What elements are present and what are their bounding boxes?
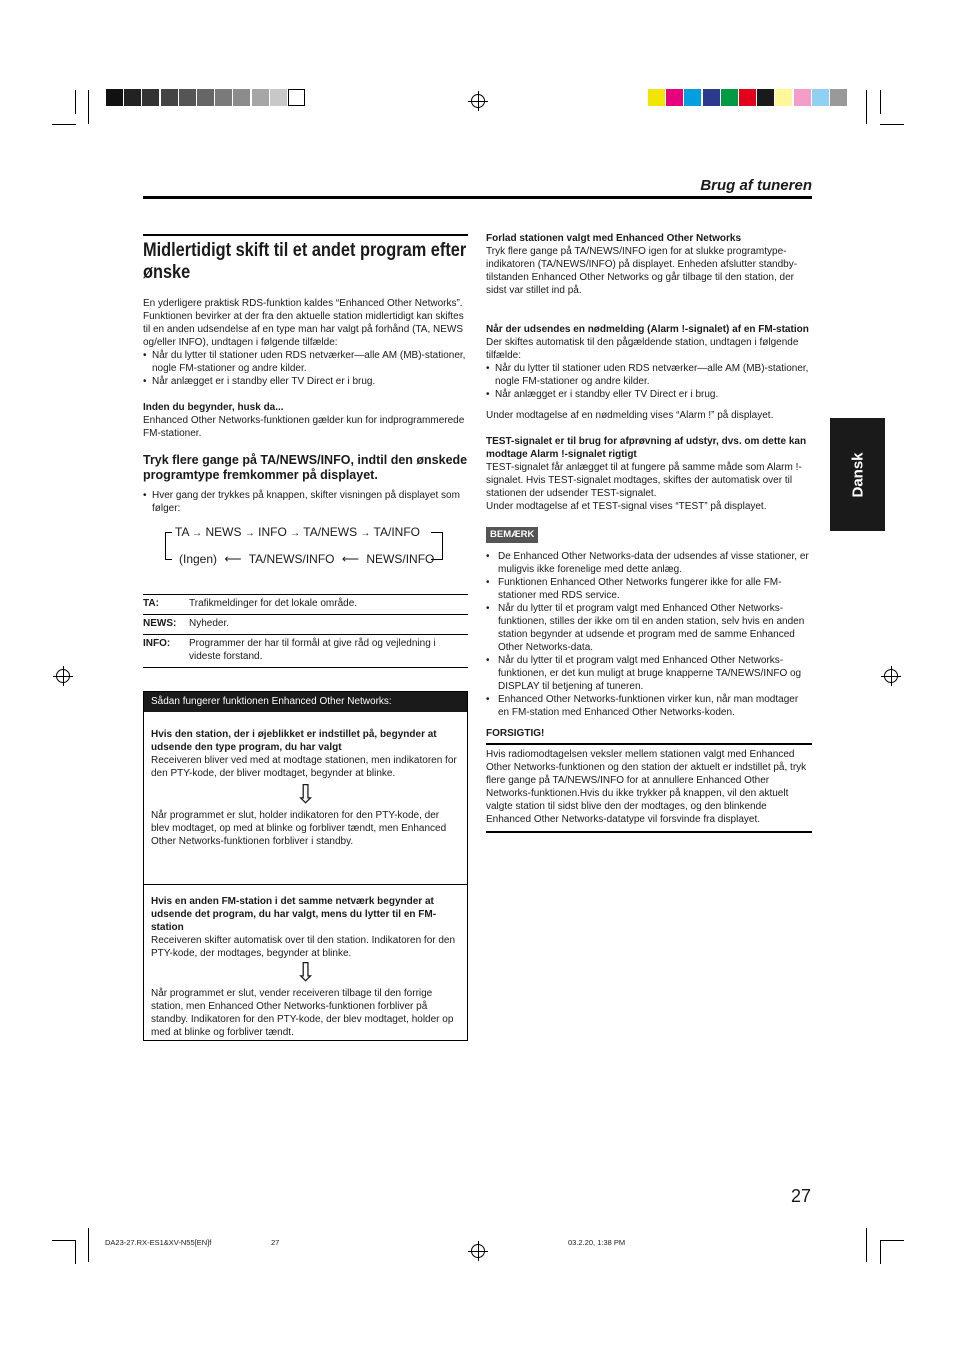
body-text: Under modtagelse af en nødmelding vises “Alarm !” på displayet. xyxy=(486,410,774,421)
arrow-right-icon: → xyxy=(360,528,371,539)
registration-mark-icon xyxy=(471,1244,485,1258)
box-section-text: Når programmet er slut, holder indikatoren for den PTY-kode, der blev modtaget, op med at blinke og forbliver tændt, men Enhanced Other Networks-funktionen forbliver i standby. xyxy=(151,810,447,847)
body-text: TEST-signalet får anlægget til at fungere på samme måde som Alarm !-signalet. Hvis TEST-signalet modtages, skiftes der automatisk over til stationen der udsender TEST-signalet. xyxy=(486,462,802,499)
table-row xyxy=(143,595,468,615)
arrow-left-icon: ⟵ xyxy=(341,552,360,566)
title-rule xyxy=(143,234,468,236)
color-swatch xyxy=(197,89,214,106)
intro-bullet: • Når anlægget er i standby eller TV Direct er i brug. xyxy=(143,375,468,388)
body-text: Tryk flere gange på TA/NEWS/INFO igen for at slukke programtype-indikatoren (TA/NEWS/INFO) på displayet. Enheden afslutter standby-tilstanden Enhanced Other Networks og går tilbage til den station, der sidst var stillet ind på. xyxy=(486,246,798,296)
color-swatch xyxy=(648,89,665,106)
arrow-right-icon: → xyxy=(244,528,255,539)
right-column xyxy=(486,232,812,833)
color-swatch xyxy=(739,89,756,106)
note-bullet: • De Enhanced Other Networks-data der udsendes af visse stationer, er muligvis ikke forenelige med dette anlæg. xyxy=(486,550,812,576)
step-heading: Tryk flere gange på TA/NEWS/INFO, indtil den ønskede programtype fremkommer på displayet. xyxy=(143,453,468,482)
color-swatch xyxy=(179,89,196,106)
color-swatch xyxy=(721,89,738,106)
arrow-right-icon: → xyxy=(290,528,301,539)
language-tab-label: Dansk xyxy=(849,451,866,498)
definition-desc: Nyheder. xyxy=(189,615,468,635)
box-section xyxy=(144,885,467,1039)
color-swatch xyxy=(124,89,141,106)
registration-mark-icon xyxy=(471,94,485,108)
cycle-step: NEWS xyxy=(205,525,242,539)
definition-desc: Trafikmeldinger for det lokale område. xyxy=(189,595,468,615)
color-swatch xyxy=(757,89,774,106)
caution-text: Hvis radiomodtagelsen veksler mellem stationen valgt med Enhanced Other Networks-funktionen og den station der aktuelt er indstillet på, tryk flere gange på TA/NEWS/INFO for at annullere Enhanced Other Networks-funktionen.Hvis du ikke trykker på knappen, vil den aktuelt valgte station til sidst blive den der modtages, og den blinkende Enhanced Other Networks-datatype vil forsvinde fra displayet. xyxy=(486,748,812,833)
down-arrow-icon: ⇩ xyxy=(294,780,317,810)
definition-term: INFO: xyxy=(143,635,189,668)
step-bullet: • Hver gang der trykkes på knappen, skifter visningen på displayet som følger: xyxy=(143,489,468,515)
note-bullet: • Når du lytter til et program valgt med Enhanced Other Networks-funktionen, stilles der ikke om til en anden station, selv hvis en anden station begynder at udsende et program med de samme Enhanced Other Networks-data. xyxy=(486,602,812,654)
cycle-step: TA/NEWS xyxy=(303,525,358,539)
cycle-step: (Ingen) xyxy=(179,552,218,566)
how-it-works-box xyxy=(143,691,468,1041)
cycle-bracket-left xyxy=(165,532,172,560)
subheading: Når der udsendes en nødmelding (Alarm !-signalet) af en FM-station xyxy=(486,324,809,335)
box-section xyxy=(144,712,467,885)
box-section-text: Når programmet er slut, vender receiveren tilbage til den forrige station, men Enhanced Other Networks-funktionen forbliver på standby. Indikatoren for den PTY-kode, der blev modtaget, holder op med at blinke og forbliver tændt. xyxy=(151,988,454,1038)
color-swatch xyxy=(666,89,683,106)
intro-paragraph: En yderligere praktisk RDS-funktion kaldes “Enhanced Other Networks”. xyxy=(143,298,463,309)
definition-term: TA: xyxy=(143,595,189,615)
header-rule xyxy=(143,196,812,199)
display-cycle-diagram xyxy=(143,524,468,572)
bullet-item: • Når anlægget er i standby eller TV Direct er i brug. xyxy=(486,388,812,401)
body-text: Under modtagelse af et TEST-signal vises “TEST” på displayet. xyxy=(486,501,767,512)
color-swatch xyxy=(830,89,847,106)
caution-block xyxy=(486,727,812,833)
language-tab xyxy=(830,418,885,531)
color-swatch xyxy=(794,89,811,106)
caution-label: FORSIGTIG! xyxy=(486,727,812,745)
footer-date: 03.2.20, 1:38 PM xyxy=(568,1238,626,1247)
color-swatch xyxy=(215,89,232,106)
cycle-step: INFO xyxy=(258,525,287,539)
registration-mark-icon xyxy=(56,669,70,683)
footer-page: 27 xyxy=(271,1238,280,1247)
cycle-step: TA xyxy=(175,525,189,539)
color-swatch xyxy=(684,89,701,106)
cycle-step: NEWS/INFO xyxy=(366,552,435,566)
definition-term: NEWS: xyxy=(143,615,189,635)
crop-mark xyxy=(88,1228,89,1262)
table-row xyxy=(143,635,468,668)
before-text: Enhanced Other Networks-funktionen gælder kun for indprogrammerede FM-stationer. xyxy=(143,415,465,439)
subheading: TEST-signalet er til brug for afprøvning af udstyr, dvs. om dette kan modtage Alarm !-signalet rigtigt xyxy=(486,436,807,460)
page-title: Midlertidigt skift til et andet program efter ønske xyxy=(143,240,467,283)
note-bullet: • Enhanced Other Networks-funktionen virker kun, når man modtager en FM-station med Enhanced Other Networks-koden. xyxy=(486,693,812,719)
crop-mark xyxy=(52,124,76,125)
box-section-text: Receiveren bliver ved med at modtage stationen, men indikatoren for den PTY-kode, der bliver modtaget, begynder at blinke. xyxy=(151,755,457,779)
color-swatch xyxy=(288,89,305,106)
crop-mark xyxy=(866,1228,867,1262)
table-row xyxy=(143,615,468,635)
intro-bullet: • Når du lytter til stationer uden RDS netværker—alle AM (MB)-stationer, nogle FM-stationer og andre kilder. xyxy=(143,349,468,375)
cycle-step: TA/INFO xyxy=(373,525,420,539)
crop-mark xyxy=(880,1240,904,1241)
definition-desc: Programmer der har til formål at give råd og vejledning i videste forstand. xyxy=(189,635,468,668)
color-swatch xyxy=(233,89,250,106)
note-bullet: • Når du lytter til et program valgt med Enhanced Other Networks-funktionen, er det kun muligt at bruge knapperne TA/NEWS/INFO og DISPLAY til betjening af tuneren. xyxy=(486,654,812,693)
bullet-item: • Når du lytter til stationer uden RDS netværker—alle AM (MB)-stationer, nogle FM-stationer og andre kilder. xyxy=(486,362,812,388)
cycle-row-top xyxy=(175,525,420,539)
crop-mark xyxy=(880,90,881,114)
color-swatch xyxy=(703,89,720,106)
arrow-right-icon: → xyxy=(192,528,203,539)
crop-mark xyxy=(52,1240,76,1241)
crop-mark xyxy=(880,124,904,125)
note-label: BEMÆRK xyxy=(486,527,538,543)
color-swatch xyxy=(106,89,123,106)
definitions-table xyxy=(143,594,468,668)
crop-mark xyxy=(75,1240,76,1264)
crop-mark xyxy=(880,1240,881,1264)
crop-mark xyxy=(88,90,89,124)
registration-mark-icon xyxy=(884,669,898,683)
color-swatch xyxy=(812,89,829,106)
before-heading: Inden du begynder, husk da... xyxy=(143,402,284,413)
color-swatch xyxy=(775,89,792,106)
left-column xyxy=(143,234,468,668)
color-swatch xyxy=(142,89,159,106)
crop-mark xyxy=(866,90,867,124)
color-swatch xyxy=(161,89,178,106)
footer-file: DA23-27.RX-ES1&XV-N55[EN]f xyxy=(105,1238,212,1247)
section-title: Brug af tuneren xyxy=(700,177,812,194)
subheading: Forlad stationen valgt med Enhanced Other Networks xyxy=(486,233,742,244)
crop-mark xyxy=(75,90,76,114)
cycle-step: TA/NEWS/INFO xyxy=(248,552,335,566)
color-swatch xyxy=(270,89,287,106)
body-text: Der skiftes automatisk til den pågældende station, undtagen i følgende tilfælde: xyxy=(486,337,799,361)
down-arrow-icon: ⇩ xyxy=(294,958,317,988)
cycle-row-bottom xyxy=(179,552,434,566)
arrow-left-icon: ⟵ xyxy=(224,552,242,566)
intro-paragraph: Funktionen bevirker at der fra den aktuelle station midlertidigt kan skiftes til en anden udsendelse af en type man har valgt på forhånd (TA, NEWS og/eller INFO), undtagen i følgende tilfælde: xyxy=(143,311,464,348)
color-swatch xyxy=(252,89,269,106)
note-bullet: • Funktionen Enhanced Other Networks fungerer ikke for alle FM-stationer med RDS service. xyxy=(486,576,812,602)
box-header: Sådan fungerer funktionen Enhanced Other Networks: xyxy=(144,692,467,712)
box-section-heading: Hvis en anden FM-station i det samme netværk begynder at udsende det program, du har valgt, mens du lytter til en FM-station xyxy=(151,896,437,933)
box-section-text: Receiveren skifter automatisk over til den station. Indikatoren for den PTY-kode, der modtages, begynder at blinke. xyxy=(151,935,456,959)
page-number: 27 xyxy=(790,1186,811,1206)
box-section-heading: Hvis den station, der i øjeblikket er indstillet på, begynder at udsende den type program, du har valgt xyxy=(151,729,437,753)
